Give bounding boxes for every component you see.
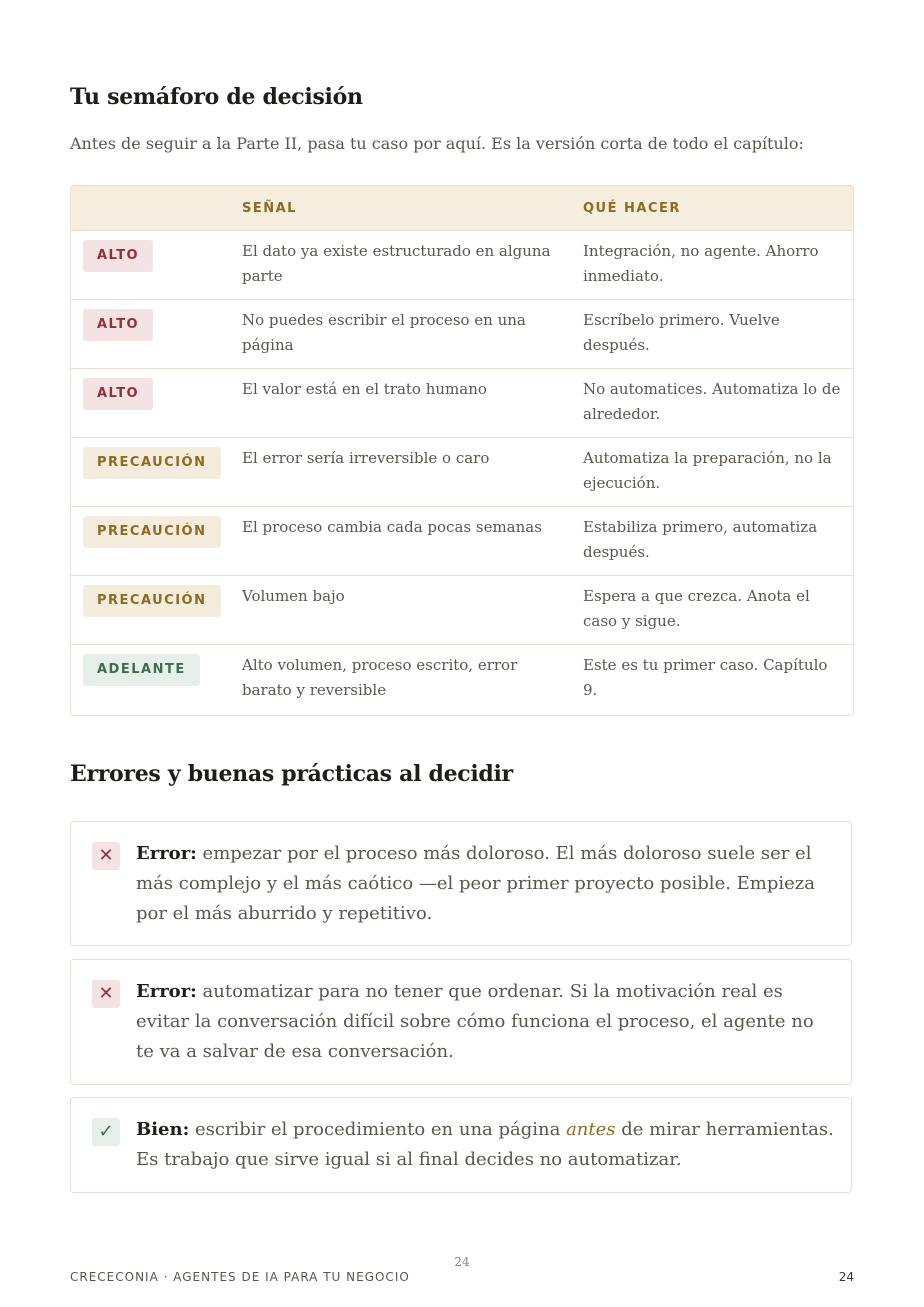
column-header-signal: SEÑAL: [242, 200, 297, 216]
section-intro: Antes de seguir a la Parte II, pasa tu caso por aquí. Es la versión corta de todo el capítulo:: [70, 134, 804, 153]
status-badge: ALTO: [83, 309, 153, 341]
signal-cell: Volumen bajo: [242, 587, 345, 605]
page-number: 24: [838, 1270, 854, 1284]
table-row: [71, 300, 853, 369]
card-text: [136, 839, 836, 929]
error-card: [70, 821, 852, 946]
card-lead: Error:: [136, 981, 197, 1002]
signal-cell: No puedes escribir el proceso en una página: [242, 311, 526, 354]
signal-cell: Alto volumen, proceso escrito, error barato y reversible: [242, 656, 518, 699]
status-badge: ALTO: [83, 378, 153, 410]
status-badge: PRECAUCIÓN: [83, 516, 221, 548]
table-row: [71, 645, 853, 715]
action-cell: Integración, no agente. Ahorro inmediato.: [583, 242, 819, 285]
check-icon: ✓: [92, 1118, 120, 1146]
section-title-semaforo: Tu semáforo de decisión: [70, 84, 363, 110]
action-cell: Espera a que crezca. Anota el caso y sigue.: [583, 587, 810, 630]
table-header: [71, 186, 853, 231]
table-row: [71, 507, 853, 576]
card-lead: Bien:: [136, 1119, 190, 1140]
section-title-errores: Errores y buenas prácticas al decidir: [70, 761, 513, 787]
footer-book-title: CRECECONIA · AGENTES DE IA PARA TU NEGOCIO: [70, 1270, 410, 1284]
card-text: [136, 977, 836, 1067]
good-practice-card: [70, 1097, 852, 1193]
card-emphasis: antes: [566, 1119, 616, 1140]
card-body: de mirar herramientas. Es trabajo que sirve igual si al final decides no automatizar.: [136, 1119, 834, 1170]
card-text: [136, 1115, 836, 1175]
signal-cell: El valor está en el trato humano: [242, 380, 487, 398]
table-row: [71, 369, 853, 438]
status-badge: PRECAUCIÓN: [83, 585, 221, 617]
decision-table: [70, 185, 854, 716]
action-cell: No automatices. Automatiza lo de alrededor.: [583, 380, 841, 423]
table-row: [71, 231, 853, 300]
status-badge: PRECAUCIÓN: [83, 447, 221, 479]
card-body: escribir el procedimiento en una página: [189, 1119, 567, 1140]
page-number-center: 24: [454, 1255, 470, 1269]
card-lead: Error:: [136, 843, 197, 864]
close-icon: ✕: [92, 842, 120, 870]
error-card: [70, 959, 852, 1085]
action-cell: Este es tu primer caso. Capítulo 9.: [583, 656, 828, 699]
table-row: [71, 576, 853, 645]
status-badge: ADELANTE: [83, 654, 200, 686]
signal-cell: El dato ya existe estructurado en alguna parte: [242, 242, 551, 285]
table-row: [71, 438, 853, 507]
close-icon: ✕: [92, 980, 120, 1008]
action-cell: Automatiza la preparación, no la ejecución.: [583, 449, 832, 492]
signal-cell: El proceso cambia cada pocas semanas: [242, 518, 542, 536]
card-body: automatizar para no tener que ordenar. Si la motivación real es evitar la conversación difícil sobre cómo funciona el proceso, el agente no te va a salvar de esa conversación.: [136, 981, 814, 1062]
action-cell: Escríbelo primero. Vuelve después.: [583, 311, 780, 354]
status-badge: ALTO: [83, 240, 153, 272]
column-header-action: QUÉ HACER: [583, 200, 681, 216]
signal-cell: El error sería irreversible o caro: [242, 449, 490, 467]
action-cell: Estabiliza primero, automatiza después.: [583, 518, 818, 561]
card-body: empezar por el proceso más doloroso. El más doloroso suele ser el más complejo y el más caótico —el peor primer proyecto posible. Empieza por el más aburrido y repetitivo.: [136, 843, 816, 924]
